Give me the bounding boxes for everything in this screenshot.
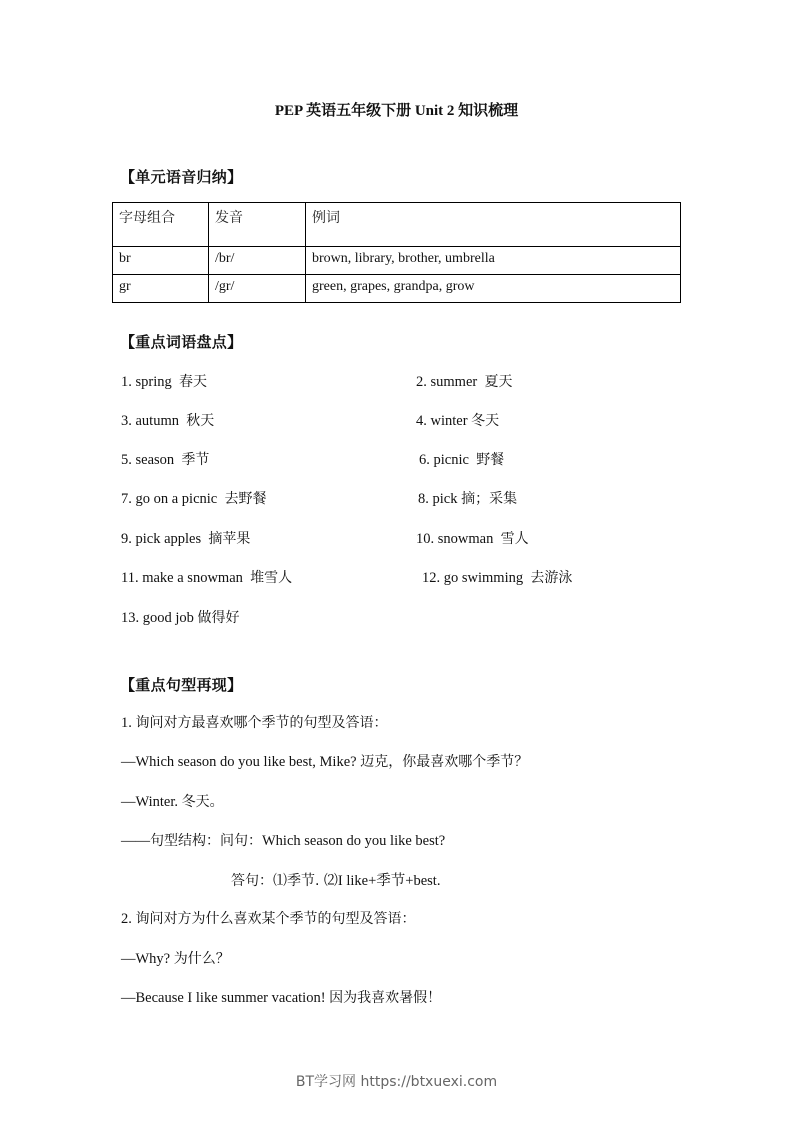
vocab-item [121, 567, 292, 587]
table-cell: /gr/ [209, 275, 306, 303]
vocab-item [416, 371, 512, 391]
vocab-en: 7. go on a picnic [121, 491, 218, 507]
vocab-en: 1. spring [121, 374, 172, 390]
sentence-line [121, 791, 224, 811]
line-en: —Because I like summer vacation! [121, 990, 330, 1006]
vocab-en: 4. winter [416, 413, 468, 429]
vocab-zh: 春天 [179, 374, 207, 390]
vocab-zh: 做得好 [197, 610, 240, 626]
vocab-heading: 【重点词语盘点】 [120, 333, 243, 351]
vocab-zh: 冬天 [471, 413, 500, 429]
vocab-item [416, 528, 529, 548]
vocab-zh: 季节 [181, 452, 210, 468]
phonics-heading: 【单元语音归纳】 [120, 168, 243, 186]
vocab-zh: 摘；采集 [461, 491, 518, 507]
vocab-en: 9. pick apples [121, 531, 202, 547]
sentence-line [121, 948, 230, 968]
line-zh: 句型结构：问句： [150, 833, 262, 849]
table-cell: br [113, 247, 209, 275]
vocab-en: 5. season [121, 452, 175, 468]
sentence-line [231, 869, 440, 890]
sentence-line [121, 830, 445, 850]
vocab-item [121, 371, 207, 391]
sentence-line [121, 751, 528, 771]
vocab-en: 8. pick [418, 491, 458, 507]
table-header-cell: 字母组合 [113, 203, 209, 247]
line-zh: 为什么？ [173, 951, 230, 967]
sentence-line [121, 908, 416, 928]
vocab-zh: 野餐 [476, 452, 505, 468]
vocab-item [419, 449, 504, 469]
vocab-item [121, 449, 209, 469]
vocab-item [422, 567, 572, 587]
vocab-en: 2. summer [416, 374, 478, 390]
vocab-en: 13. good job [121, 610, 194, 626]
line-en: 1. [121, 715, 136, 731]
table-cell: gr [113, 275, 209, 303]
line-en: —Which season do you like best, Mike? [121, 754, 361, 770]
vocab-zh: 堆雪人 [250, 570, 293, 586]
vocab-en: 11. make a snowman [121, 570, 243, 586]
line-zh: 迈克，你最喜欢哪个季节？ [360, 754, 529, 770]
table-header-cell: 例词 [306, 203, 681, 247]
vocab-item [121, 607, 240, 627]
line-en: —— [121, 833, 150, 849]
vocab-en: 6. picnic [419, 452, 469, 468]
line-zh: 冬天。 [181, 794, 224, 810]
vocab-item [121, 488, 267, 508]
vocab-item [416, 410, 499, 430]
line-en2: Which season do you like best? [262, 833, 446, 849]
line-en: —Winter. [121, 794, 182, 810]
vocab-en: 3. autumn [121, 413, 179, 429]
line-zh: 因为我喜欢暑假！ [329, 990, 442, 1006]
sentence-line [121, 712, 388, 732]
vocab-item [121, 410, 214, 430]
page-title: PEP 英语五年级下册 Unit 2 知识梳理 [274, 103, 519, 119]
vocab-item [418, 488, 517, 508]
watermark-footer: BT学习网 https://btxuexi.com [295, 1074, 498, 1090]
line-zh: 答句：⑴季节. ⑵ [231, 873, 338, 889]
table-header-cell: 发音 [209, 203, 306, 247]
table-row [113, 247, 681, 275]
sentences-heading: 【重点句型再现】 [120, 676, 243, 694]
vocab-zh: 雪人 [500, 531, 529, 547]
phonics-table [112, 202, 681, 303]
line-en: 2. [121, 911, 136, 927]
vocab-item [121, 528, 250, 548]
sentence-line [121, 987, 441, 1007]
vocab-en: 12. go swimming [422, 570, 524, 586]
table-row [113, 275, 681, 303]
line-zh: 询问对方最喜欢哪个季节的句型及答语： [135, 715, 388, 731]
line-en: —Why? [121, 951, 174, 967]
vocab-zh: 去野餐 [224, 491, 267, 507]
vocab-en: 10. snowman [416, 531, 494, 547]
line-zh: 询问对方为什么喜欢某个季节的句型及答语： [135, 911, 416, 927]
table-cell: brown, library, brother, umbrella [306, 247, 681, 275]
table-header-row [113, 203, 681, 247]
vocab-zh: 摘苹果 [208, 531, 251, 547]
line-en2: I like+季节+best. [337, 873, 441, 889]
vocab-zh: 夏天 [484, 374, 513, 390]
vocab-zh: 去游泳 [530, 570, 573, 586]
table-cell: /br/ [209, 247, 306, 275]
table-cell: green, grapes, grandpa, grow [306, 275, 681, 303]
vocab-zh: 秋天 [186, 413, 215, 429]
